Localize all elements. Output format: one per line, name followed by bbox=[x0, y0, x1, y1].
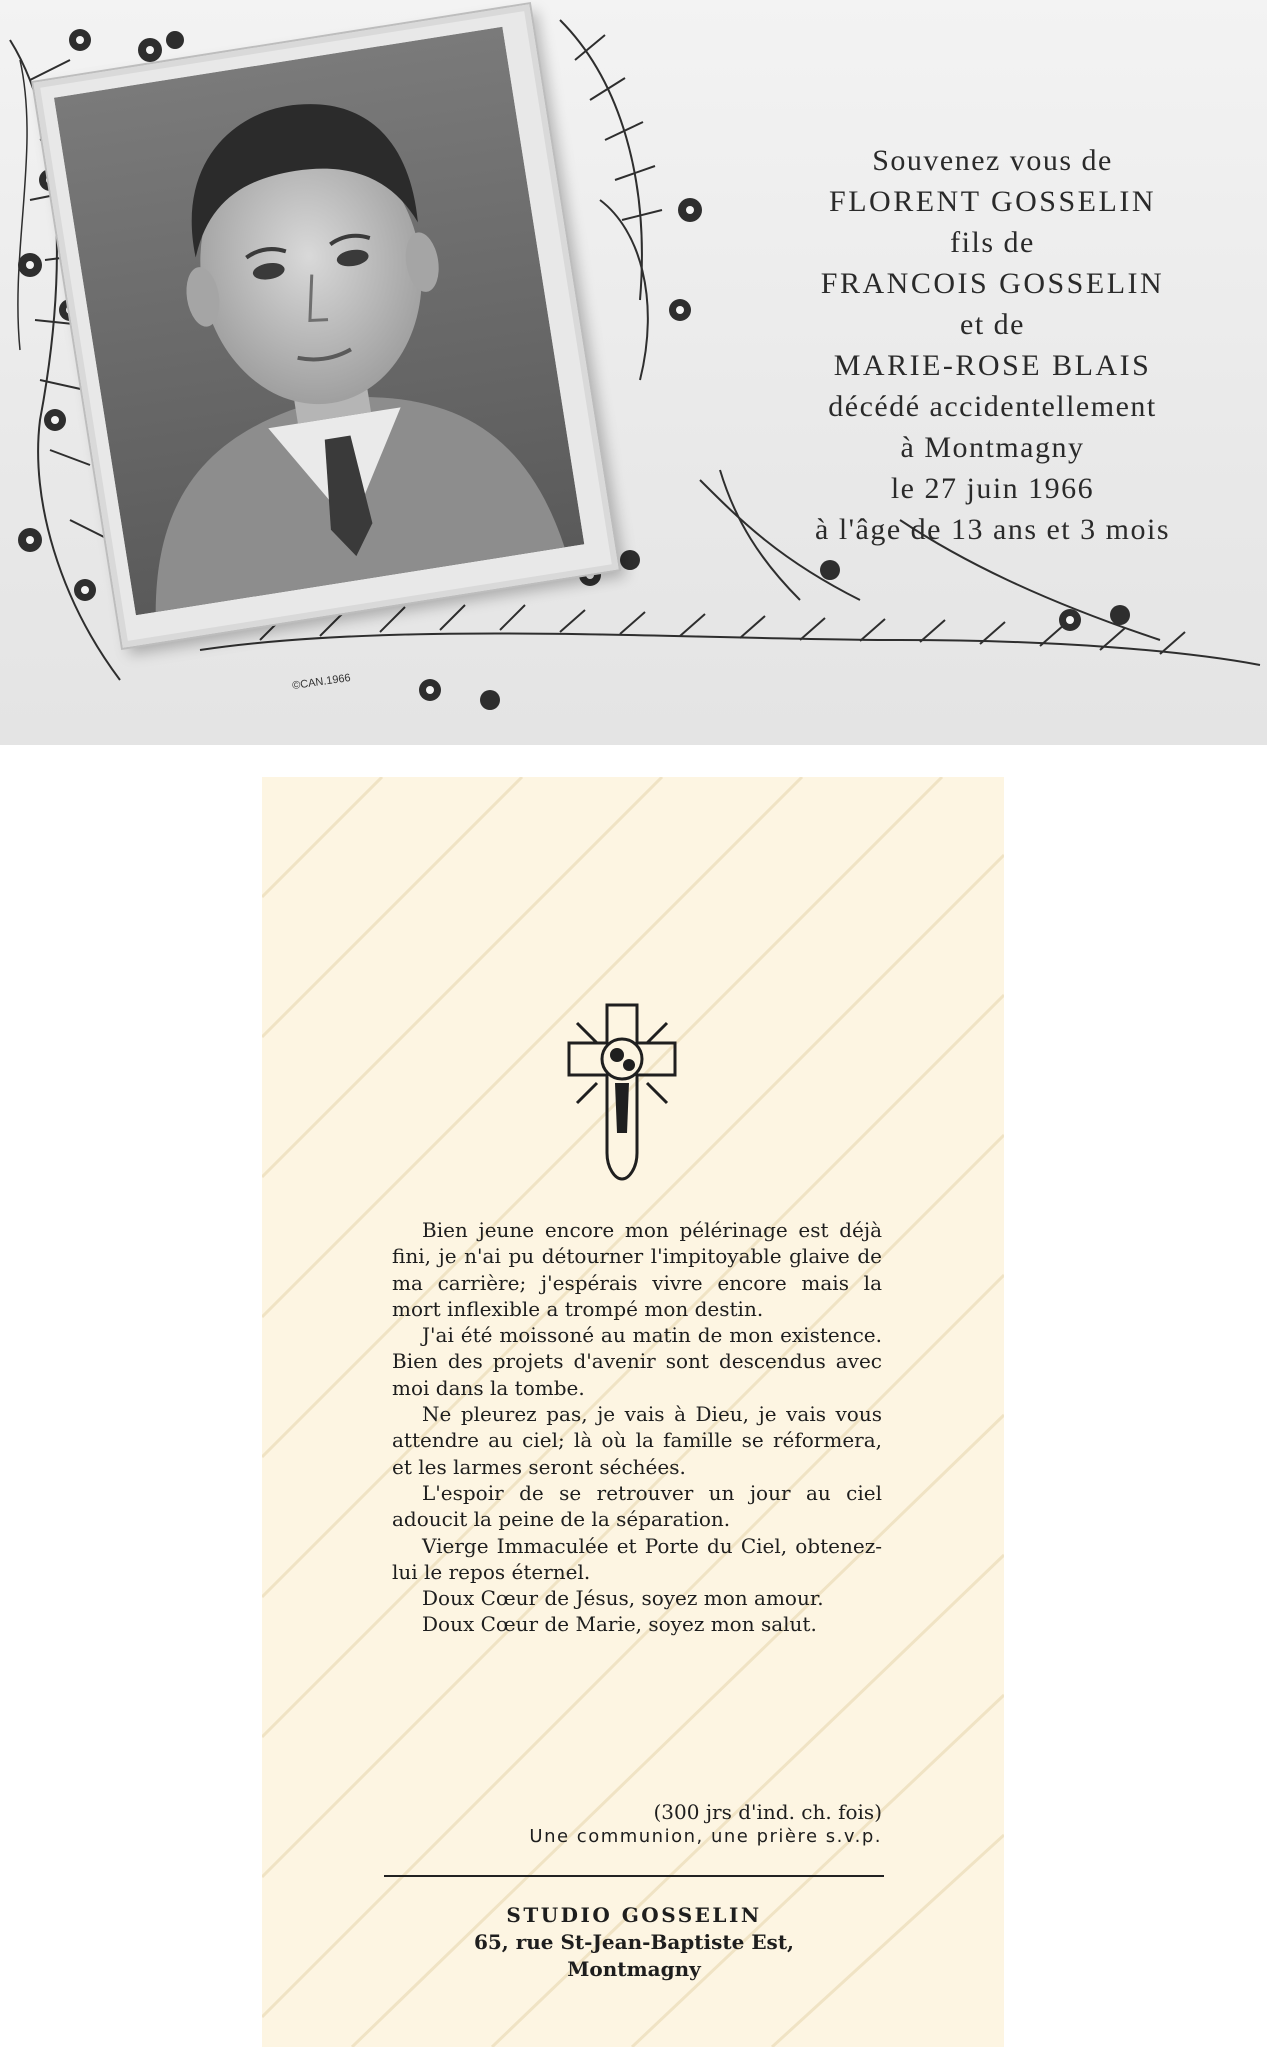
divider bbox=[384, 1875, 884, 1877]
age-at-death: à l'âge de 13 ans et 3 mois bbox=[815, 513, 1170, 546]
prayer-paragraph: Bien jeune encore mon pélérinage est déjà fini, je n'ai pu détourner l'impitoyable glaive de ma carrière; j'espérais vivre encore mais la mort inflexible a trompé mon destin. bbox=[392, 1218, 882, 1321]
studio-name: STUDIO GOSSELIN bbox=[506, 1903, 762, 1927]
communion-request: Une communion, une prière s.v.p. bbox=[529, 1826, 882, 1847]
mother-name: MARIE-ROSE BLAIS bbox=[833, 349, 1152, 382]
verse-line: à Montmagny bbox=[900, 431, 1085, 464]
studio-address: 65, rue St-Jean-Baptiste Est, bbox=[473, 1930, 795, 1954]
back-card bbox=[262, 777, 1004, 2047]
portrait-photo bbox=[54, 27, 584, 616]
studio-city: Montmagny bbox=[567, 1957, 701, 1981]
verse-line: décédé accidentellement bbox=[828, 390, 1157, 423]
prayer-paragraph: Doux Cœur de Jésus, soyez mon amour. bbox=[422, 1586, 824, 1611]
cross-emblem bbox=[567, 1003, 677, 1181]
verse-line: fils de bbox=[950, 226, 1035, 259]
prayer-text bbox=[392, 1217, 882, 1638]
deceased-name: FLORENT GOSSELIN bbox=[829, 185, 1156, 218]
prayer-paragraph: Ne pleurez pas, je vais à Dieu, je vais vous attendre au ciel; là où la famille se réformera, et les larmes seront séchées. bbox=[392, 1402, 882, 1479]
prayer-paragraph: Vierge Immaculée et Porte du Ciel, obtenez-lui le repos éternel. bbox=[392, 1533, 882, 1584]
prayer-paragraph: Doux Cœur de Marie, soyez mon salut. bbox=[422, 1612, 817, 1637]
prayer-paragraph: J'ai été moissoné au matin de mon existence. Bien des projets d'avenir sont descendus avec moi dans la tombe. bbox=[392, 1323, 882, 1400]
front-card bbox=[0, 0, 1267, 745]
verse-line: Souvenez vous de bbox=[872, 144, 1113, 177]
death-date: le 27 juin 1966 bbox=[890, 472, 1095, 505]
portrait-frame bbox=[33, 4, 618, 647]
copyright-mark: ©CAN.1966 bbox=[291, 671, 352, 693]
father-name: FRANCOIS GOSSELIN bbox=[820, 267, 1165, 300]
indulgence-note: (300 jrs d'ind. ch. fois) bbox=[653, 1800, 882, 1824]
memorial-verse bbox=[735, 140, 1250, 550]
prayer-paragraph: L'espoir de se retrouver un jour au ciel adoucit la peine de la séparation. bbox=[392, 1480, 882, 1532]
verse-line: et de bbox=[960, 308, 1025, 341]
studio-imprint bbox=[384, 1902, 884, 1983]
